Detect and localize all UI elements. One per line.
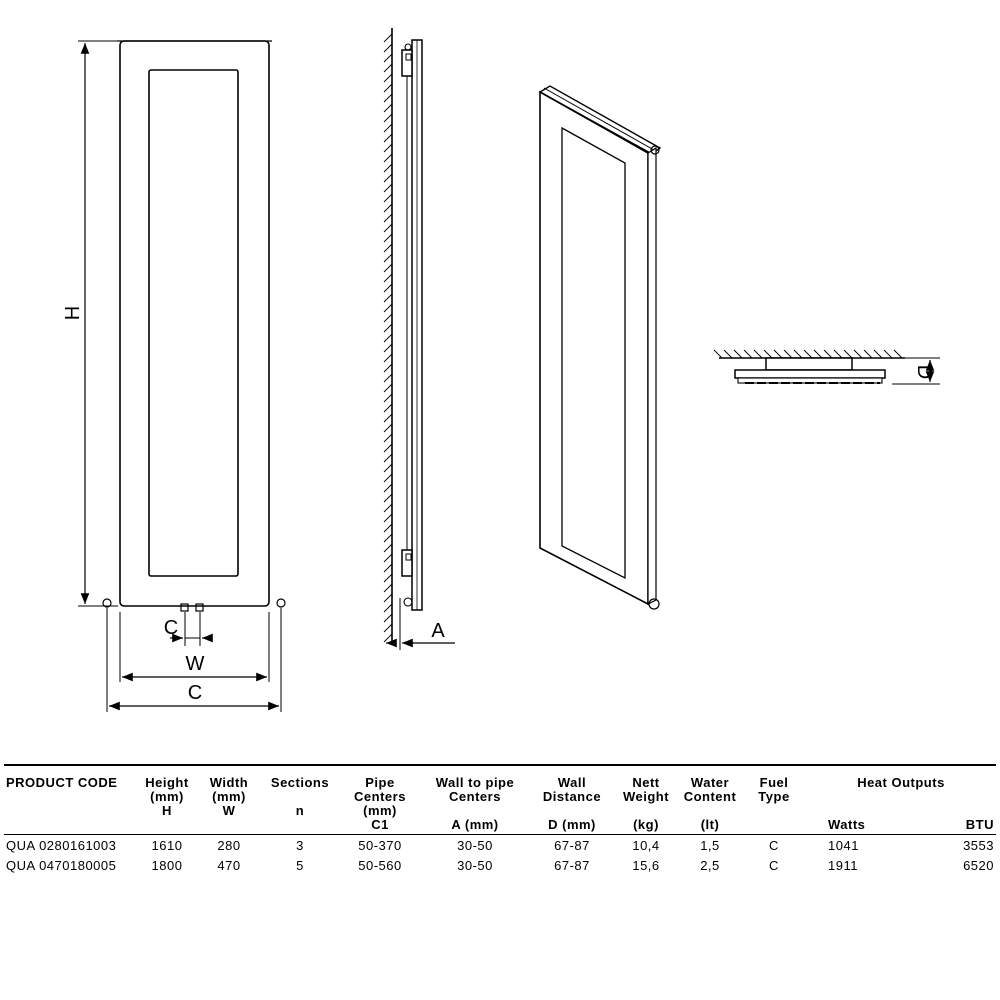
- cell-width: 470: [217, 858, 241, 873]
- col-header-sections: Sections n: [260, 765, 340, 832]
- col-header-heat-outputs: Heat Outputs Watts BTU: [806, 765, 996, 832]
- cell-pipe-centers: 50-560: [358, 858, 402, 873]
- cell-water: 1,5: [700, 838, 720, 853]
- dim-label-a: A: [431, 620, 445, 642]
- col-header-product-code: PRODUCT CODE: [4, 765, 136, 832]
- col-header-fuel-type: Fuel Type: [742, 765, 806, 832]
- cell-wall-distance: 67-87: [554, 838, 590, 853]
- dim-label-d: D: [913, 364, 935, 380]
- top-view: [714, 350, 940, 384]
- cell-weight: 15,6: [632, 858, 660, 873]
- table-row: [4, 855, 996, 875]
- ceiling-hatching: [714, 350, 902, 358]
- front-panel-inner-frame: [149, 70, 238, 576]
- cell-watts: 1041: [828, 838, 859, 853]
- cell-water: 2,5: [700, 858, 720, 873]
- cell-watts: 1911: [828, 858, 858, 873]
- front-view: [78, 41, 285, 712]
- dim-label-w: W: [185, 653, 205, 675]
- col-header-width: Width (mm) W: [198, 765, 260, 832]
- cell-sections: 5: [296, 858, 304, 873]
- cell-fuel: C: [769, 838, 779, 853]
- right-bracket-circle: [277, 599, 285, 607]
- col-header-wall-distance: Wall Distance D (mm): [530, 765, 614, 832]
- col-header-pipe-centers: Pipe Centers (mm) C1: [340, 765, 420, 832]
- table-row: [4, 835, 996, 856]
- perspective-view: [540, 86, 660, 609]
- wall-hatching: [384, 34, 392, 642]
- cell-height: 1800: [151, 858, 183, 873]
- perspective-panel-inner: [562, 128, 625, 578]
- cell-weight: 10,4: [632, 838, 660, 853]
- cell-btu: 3553: [963, 838, 994, 853]
- cell-code: QUA 0280161003: [6, 838, 117, 853]
- col-header-nett-weight: Nett Weight (kg): [614, 765, 678, 832]
- cell-wall-pipe: 30-50: [457, 858, 493, 873]
- dim-label-c-large: C: [187, 682, 203, 704]
- col-header-water-content: Water Content (lt): [678, 765, 742, 832]
- cell-width: 280: [217, 838, 241, 853]
- cell-pipe-centers: 50-370: [358, 838, 402, 853]
- cell-fuel: C: [769, 858, 779, 873]
- dim-label-h: H: [62, 305, 84, 321]
- cell-code: QUA 0470180005: [6, 858, 117, 873]
- dim-label-c-small: C: [163, 617, 179, 639]
- side-view: [384, 28, 455, 650]
- col-header-wall-to-pipe: Wall to pipe Centers A (mm): [420, 765, 530, 832]
- col-header-btu: BTU: [965, 817, 994, 832]
- cell-btu: 6520: [963, 858, 994, 873]
- col-header-height: Height (mm) H: [136, 765, 198, 832]
- cell-wall-pipe: 30-50: [457, 838, 493, 853]
- col-header-watts: Watts: [828, 817, 866, 832]
- cell-wall-distance: 67-87: [554, 858, 590, 873]
- cell-sections: 3: [296, 838, 304, 853]
- specification-table: [4, 764, 996, 875]
- cell-height: 1610: [151, 838, 183, 853]
